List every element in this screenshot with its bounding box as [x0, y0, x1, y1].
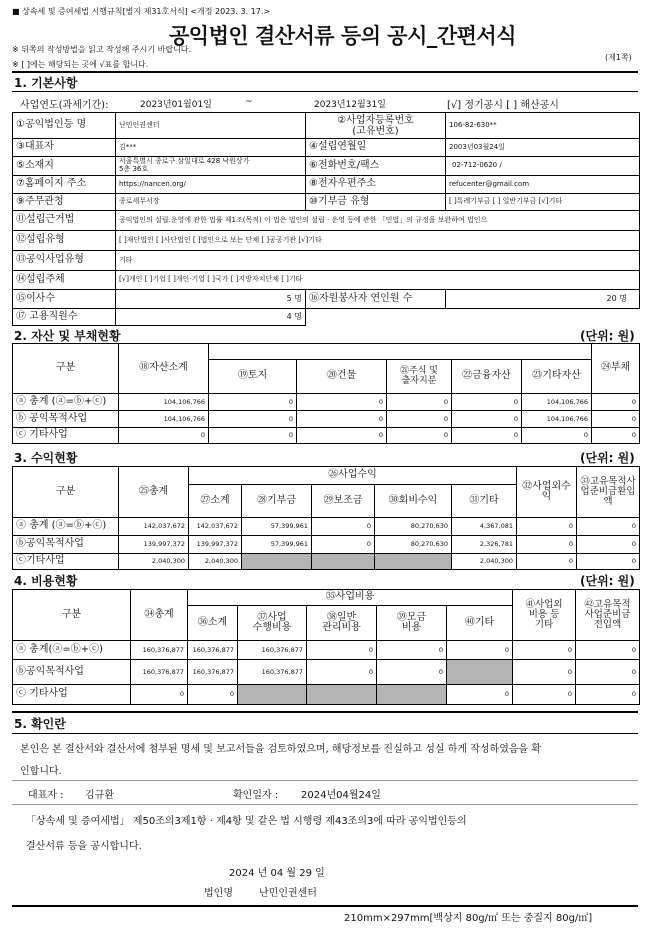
income-col-total: ㉕총계	[119, 467, 189, 518]
divider	[12, 804, 638, 805]
law-text: 「상속세 및 증여세법」 제50조의3제1항 · 제4항 및 같은 법 시행령 제43조의3에 따라 공익법인등의	[26, 816, 467, 827]
homepage-value: https://nancen.org/	[116, 176, 306, 194]
cell: 139,997,372	[119, 536, 189, 554]
cell: 0	[307, 660, 377, 685]
org-name-value: 난민인권센터	[116, 113, 306, 139]
cell: 0	[297, 428, 387, 444]
volunteers-count: 20 명	[446, 290, 640, 309]
section-basic-title: 1. 기본사항	[14, 76, 78, 90]
basic-info-table	[12, 112, 640, 326]
cell: 0	[517, 554, 577, 570]
expense-col-operation: ㊲사업 수행비용	[238, 606, 307, 641]
cell: 80,270,630	[375, 518, 452, 536]
expense-group-header: ㉟사업비용	[188, 590, 513, 606]
phone-value: 02-712-0620 /	[446, 157, 640, 176]
cell: 0	[447, 641, 513, 660]
divider	[12, 71, 638, 73]
expense-col-reserve: ㊷고유목적 사업준비금 전입액	[576, 590, 640, 641]
table-row	[13, 554, 640, 570]
cell: 160,376,877	[188, 660, 238, 685]
est-type-value: [ ]재단법인 [ ]사단법인 [ ]법인으로 보는 단체 [ ]공공기관 [√]기타	[116, 231, 640, 251]
assets-col-financial: ㉒금융자산	[452, 360, 522, 394]
donation-type-label: ⑩기부금 유형	[306, 194, 446, 211]
cell: 0	[452, 411, 522, 428]
cell: 0	[447, 685, 513, 705]
cell: 4,367,081	[452, 518, 517, 536]
assets-table	[12, 343, 640, 444]
divider	[12, 780, 638, 781]
est-type-label: ⑫설립유형	[13, 231, 116, 251]
expense-col-general: ㊳일반 관리비용	[307, 606, 377, 641]
cell: 160,376,877	[131, 660, 188, 685]
tax-office-label: ⑨주무관청	[13, 194, 116, 211]
cell: 104,106,766	[119, 394, 209, 411]
assets-unit: (단위: 원)	[580, 329, 635, 343]
phone-label: ⑥전화번호/팩스	[306, 157, 446, 176]
income-unit: (단위: 원)	[580, 451, 635, 465]
email-label: ⑧전자우편주소	[306, 176, 446, 194]
expense-col-other: ㊵기타	[447, 606, 513, 641]
cell: 0	[592, 428, 640, 444]
cell: 142,037,672	[189, 518, 242, 536]
directors-label: ⑮이사수	[13, 290, 116, 309]
basis-law-label: ⑪설립근거법	[13, 211, 116, 231]
cell: 80,270,630	[375, 536, 452, 554]
cell: 0	[297, 411, 387, 428]
row-label: ⓐ 총계 (ⓐ=ⓑ+ⓒ)	[13, 394, 119, 411]
expense-col-nonbiz: ㊶사업외 비용 등 기타	[513, 590, 576, 641]
cell	[377, 685, 447, 705]
table-row	[13, 518, 640, 536]
income-col-subtotal: ㉗소계	[189, 485, 242, 518]
checkbox-note: ※ [ ]에는 해당되는 곳에 √표를 합니다.	[12, 60, 149, 69]
row-label: ⓐ 총계(ⓐ=ⓑ+ⓒ)	[13, 641, 131, 660]
assets-col-land: ⑲토지	[209, 360, 297, 394]
corp-name-label: 법인명	[204, 888, 233, 899]
cell: 0	[307, 641, 377, 660]
assets-col-stock: ㉑주식 및 출자지분	[387, 360, 452, 394]
page-title: 공익법인 결산서류 등의 공시_간편서식	[169, 24, 517, 48]
income-table	[12, 466, 640, 570]
income-col-subsidy: ㉙보조금	[312, 485, 375, 518]
row-label: ⓑ 공익목적사업	[13, 411, 119, 428]
cell: 0	[387, 428, 452, 444]
cell: 0	[576, 660, 640, 685]
founder-value: [√]개인 [ ]기업 [ ]개인·기업 [ ]국가 [ ]지방자치단체 [ ]기타	[116, 271, 640, 290]
section-expense-title: 4. 비용현황	[14, 574, 78, 588]
table-row	[13, 641, 640, 660]
cell: 0	[513, 660, 576, 685]
cell: 0	[209, 394, 297, 411]
cell: 0	[522, 428, 592, 444]
cell: 0	[119, 428, 209, 444]
page-label: (제1쪽)	[605, 53, 632, 62]
rep-label: ③대표자	[13, 139, 116, 157]
est-date-value: 2003년03월24일	[446, 139, 640, 157]
rep-value: 김***	[116, 139, 306, 157]
cell: 0	[517, 518, 577, 536]
divider	[12, 91, 638, 92]
expense-col-fundraising: ㊴모금 비용	[377, 606, 447, 641]
cell: 160,376,877	[188, 641, 238, 660]
paper-spec: 210mm×297mm[백상지 80g/㎡ 또는 중질지 80g/㎡]	[344, 913, 593, 924]
cell: 0	[377, 660, 447, 685]
divider	[12, 905, 638, 907]
row-label: ⓒ 기타사업	[13, 428, 119, 444]
fiscal-tilde: ~	[245, 97, 253, 107]
cell: 160,376,877	[238, 660, 307, 685]
founder-label: ⑭설립주체	[13, 271, 116, 290]
cell: 0	[577, 518, 640, 536]
instruction-note: ※ 뒤쪽의 작성방법을 읽고 작성해 주시기 바랍니다.	[12, 45, 192, 54]
table-row	[13, 428, 640, 444]
cell	[375, 554, 452, 570]
cell: 104,106,766	[522, 394, 592, 411]
confirm-date-label: 확인일자 :	[233, 790, 279, 801]
cell: 142,037,672	[119, 518, 189, 536]
confirm-statement-cont: 인합니다.	[20, 766, 62, 777]
homepage-label: ⑦홈페이지 주소	[13, 176, 116, 194]
cell: 104,106,766	[522, 411, 592, 428]
basis-law-value: 공익법인의 설립.운영에 관한 법률 제1조(목적) 이 법은 법인의 설립 · 운영 등에 관한 「민법」의 규정을 보완하여 법인으	[116, 211, 640, 231]
cell: 0	[513, 685, 576, 705]
assets-col-building: ⑳건물	[297, 360, 387, 394]
cell: 0	[188, 685, 238, 705]
cell: 2,040,300	[189, 554, 242, 570]
row-label: ⓑ공익목적사업	[13, 536, 119, 554]
cell: 0	[452, 394, 522, 411]
section-confirm-title: 5. 확인란	[14, 717, 66, 731]
expense-col-subtotal: ㊱소계	[188, 606, 238, 641]
cell	[242, 554, 312, 570]
cell: 0	[312, 536, 375, 554]
expense-table	[12, 589, 640, 705]
confirm-statement: 본인은 본 결산서와 결산서에 첨부된 명세 및 보고서들을 검토하였으며, 해당정보를 진실하고 성실 하게 작성하였음을 확	[20, 744, 542, 755]
org-name-label: ①공익법인등 명	[13, 113, 116, 139]
fiscal-start: 2023년01월01일	[140, 100, 212, 110]
income-col-reserve: ㉝고유목적사업준비금환입액	[577, 467, 640, 518]
assets-col-total: ⑱자산소계	[119, 344, 209, 394]
cell: 160,376,877	[131, 641, 188, 660]
cell: 104,106,766	[119, 411, 209, 428]
expense-col-total: ㉞총계	[131, 590, 188, 641]
cell	[238, 685, 307, 705]
cell: 0	[592, 411, 640, 428]
cell: 0	[387, 411, 452, 428]
biz-type-value: 기타	[116, 251, 640, 271]
cell: 160,376,877	[238, 641, 307, 660]
table-row	[13, 685, 640, 705]
table-row	[13, 660, 640, 685]
donation-type-value: [ ]특례기부금 [ ] 일반기부금 [√]기타	[446, 194, 640, 211]
cell: 57,399,961	[242, 536, 312, 554]
cell: 0	[452, 428, 522, 444]
bizno-label: ②사업자등록번호 (고유번호)	[306, 113, 446, 139]
fiscal-end: 2023년12월31일	[314, 100, 386, 110]
table-row	[13, 411, 640, 428]
regulation-line: ■ 상속세 및 증여세법 시행규칙[별지 제31호서식] <개정 2023. 3. 17.>	[12, 7, 271, 16]
corp-name: 난민인권센터	[259, 888, 317, 899]
cell: 0	[513, 641, 576, 660]
section-assets-title: 2. 자산 및 부채현황	[14, 329, 121, 343]
address-value: 서울특별시 종로구 삼일대로 428 낙원상가 5층 36호	[116, 157, 306, 176]
publication-date: 2024 년 04 월 29 일	[229, 868, 325, 879]
cell	[312, 554, 375, 570]
row-label: ⓐ 총계 (ⓐ=ⓑ+ⓒ)	[13, 518, 119, 536]
law-text-cont: 결산서류 등을 공시합니다.	[26, 841, 142, 852]
row-label: ⓒ 기타사업	[13, 685, 131, 705]
tax-office-value: 종로세무서장	[116, 194, 306, 211]
cell: 0	[577, 536, 640, 554]
staff-label: ⑰ 고용직원수	[13, 309, 116, 326]
cell: 0	[577, 554, 640, 570]
volunteers-label: ⑯자원봉사자 연인원 수	[306, 290, 446, 309]
divider	[12, 733, 638, 734]
cell	[447, 660, 513, 685]
cell: 139,997,372	[189, 536, 242, 554]
address-label: ⑤소재지	[13, 157, 116, 176]
section-income-title: 3. 수익현황	[14, 451, 78, 465]
cell: 0	[131, 685, 188, 705]
staff-count: 4 명	[116, 309, 306, 326]
expense-col-category: 구분	[13, 590, 131, 641]
biz-type-label: ⑬공익사업유형	[13, 251, 116, 271]
cell: 0	[209, 428, 297, 444]
row-label: ⓑ공익목적사업	[13, 660, 131, 685]
assets-col-debt: ㉔부채	[592, 344, 640, 394]
confirm-date: 2024년04월24일	[301, 790, 381, 801]
income-col-donation: ㉘기부금	[242, 485, 312, 518]
table-row	[13, 394, 640, 411]
table-row	[13, 536, 640, 554]
income-col-other: ㉛기타	[452, 485, 517, 518]
email-value: refucenter@gmail.com	[446, 176, 640, 194]
assets-col-other: ㉓기타자산	[522, 360, 592, 394]
cell: 57,399,961	[242, 518, 312, 536]
cell	[307, 685, 377, 705]
cell: 0	[312, 518, 375, 536]
row-label: ⓒ기타사업	[13, 554, 119, 570]
cell: 0	[592, 394, 640, 411]
bizno-value: 106-82-630**	[446, 113, 640, 139]
assets-col-category: 구분	[13, 344, 119, 394]
expense-unit: (단위: 원)	[580, 574, 635, 588]
rep-sign-name: 김규환	[85, 790, 114, 801]
income-col-category: 구분	[13, 467, 119, 518]
cell: 0	[576, 641, 640, 660]
rep-sign-label: 대표자 :	[28, 790, 64, 801]
fiscal-year-label: 사업연도(과세기간):	[20, 100, 109, 111]
est-date-label: ④설립연월일	[306, 139, 446, 157]
income-group-header: ㉖사업수익	[189, 467, 517, 485]
cell: 0	[209, 411, 297, 428]
divider	[12, 711, 638, 713]
disclosure-type: [√] 정기공시 [ ] 해산공시	[447, 100, 559, 111]
cell: 0	[377, 641, 447, 660]
cell: 0	[387, 394, 452, 411]
cell: 0	[576, 685, 640, 705]
income-col-nonbiz: ㉜사업외수익	[517, 467, 577, 518]
cell: 0	[517, 536, 577, 554]
cell: 2,040,300	[119, 554, 189, 570]
cell: 2,040,300	[452, 554, 517, 570]
cell: 0	[297, 394, 387, 411]
income-col-membership: ㉚회비수익	[375, 485, 452, 518]
cell: 2,326,781	[452, 536, 517, 554]
directors-count: 5 명	[116, 290, 306, 309]
